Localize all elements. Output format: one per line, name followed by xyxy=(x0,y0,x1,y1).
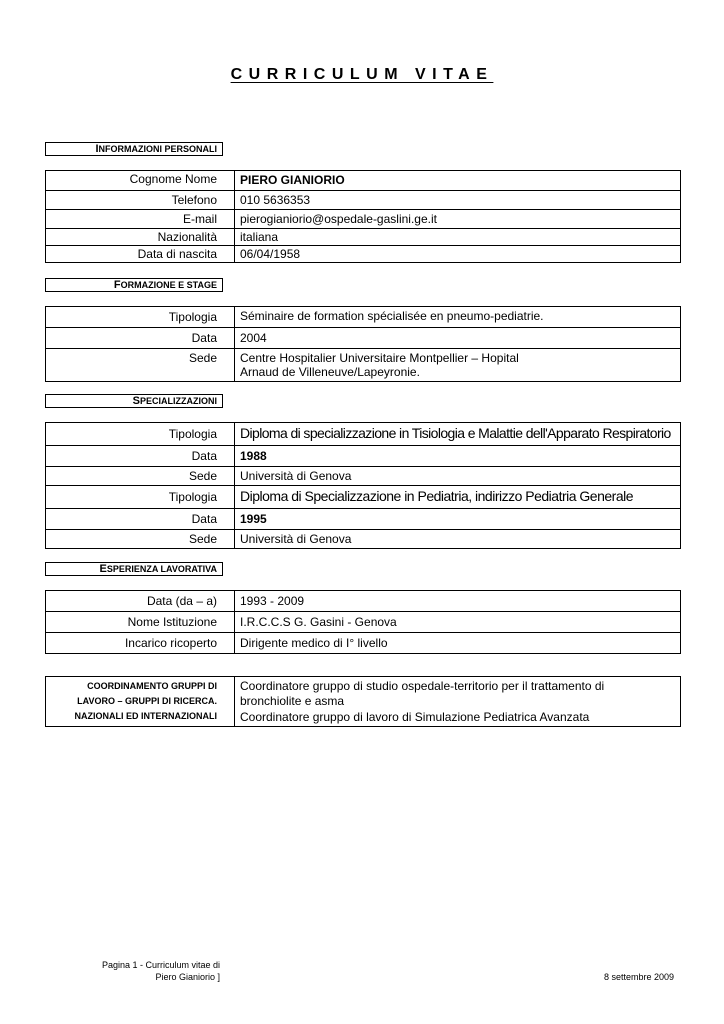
table-row xyxy=(46,530,681,549)
table-row xyxy=(46,591,681,612)
field-label: E-mail xyxy=(46,210,223,229)
field-value-name: PIERO GIANIORIO xyxy=(235,171,681,191)
field-value-type: Diploma di Specializzazione in Pediatria, indirizzo Pediatria Generale xyxy=(235,486,681,509)
field-value-nationality: italiana xyxy=(235,229,681,246)
footer-page-info xyxy=(60,959,220,983)
field-label: Nazionalità xyxy=(46,229,223,246)
table-row xyxy=(46,210,681,229)
field-label: Tipologia xyxy=(46,486,223,509)
table-row xyxy=(46,191,681,210)
field-label: Tipologia xyxy=(46,307,223,328)
field-label: Cognome Nome xyxy=(46,171,223,191)
table-row xyxy=(46,171,681,191)
field-value-location: Centre Hospitalier Universitaire Montpellier – Hopital Arnaud de Villeneuve/Lapeyronie. xyxy=(235,349,681,382)
field-value-birthdate: 06/04/1958 xyxy=(235,246,681,263)
field-value-location: Università di Genova xyxy=(235,467,681,486)
field-label: Nome Istituzione xyxy=(46,612,223,633)
field-value-date: 1988 xyxy=(235,446,681,467)
field-value-type: Séminaire de formation spécialisée en pneumo-pediatrie. xyxy=(235,307,681,328)
section-label-personal: INFORMAZIONI PERSONALI xyxy=(45,142,223,156)
table-row xyxy=(46,633,681,654)
field-label: Sede xyxy=(46,349,223,382)
footer-line: Piero Gianiorio ] xyxy=(155,972,220,982)
table-row xyxy=(46,486,681,509)
personal-info-table xyxy=(45,170,681,263)
table-row xyxy=(46,446,681,467)
section-label-specializations: SPECIALIZZAZIONI xyxy=(45,394,223,408)
field-label: Sede xyxy=(46,530,223,549)
field-value-institution: I.R.C.C.S G. Gasini - Genova xyxy=(235,612,681,633)
table-row xyxy=(46,349,681,382)
table-row xyxy=(46,328,681,349)
field-value-date: 2004 xyxy=(235,328,681,349)
field-label: Tipologia xyxy=(46,423,223,446)
table-row xyxy=(46,467,681,486)
table-row xyxy=(46,509,681,530)
field-value-period: 1993 - 2009 xyxy=(235,591,681,612)
field-value-location: Università di Genova xyxy=(235,530,681,549)
coordination-label: COORDINAMENTO GRUPPI DI LAVORO – GRUPPI DI RICERCA. NAZIONALI ED INTERNAZIONALI xyxy=(46,677,223,727)
coordination-table xyxy=(45,676,681,727)
table-row xyxy=(46,612,681,633)
footer-line: Pagina 1 - Curriculum vitae di xyxy=(101,960,220,970)
field-label: Sede xyxy=(46,467,223,486)
footer-date: 8 settembre 2009 xyxy=(603,972,674,982)
field-label: Telefono xyxy=(46,191,223,210)
section-label-training: FORMAZIONE E STAGE xyxy=(45,278,223,292)
field-value-type: Diploma di specializzazione in Tisiologia e Malattie dell'Apparato Respiratorio xyxy=(235,423,681,446)
field-label: Data xyxy=(46,446,223,467)
field-label: Data (da – a) xyxy=(46,591,223,612)
page-title: CURRICULUM VITAE xyxy=(230,66,494,83)
table-row xyxy=(46,307,681,328)
table-row xyxy=(46,246,681,263)
field-value-date: 1995 xyxy=(235,509,681,530)
coordination-item: Coordinatore gruppo di studio ospedale-territorio per il trattamento di bronchiolite e asma xyxy=(240,679,605,708)
field-label: Data xyxy=(46,509,223,530)
field-value-role: Dirigente medico di I° livello xyxy=(235,633,681,654)
field-label: Incarico ricoperto xyxy=(46,633,223,654)
training-table xyxy=(45,306,681,382)
table-row xyxy=(46,423,681,446)
experience-table xyxy=(45,590,681,654)
field-value-email: pierogianiorio@ospedale-gaslini.ge.it xyxy=(235,210,681,229)
table-row xyxy=(46,677,681,727)
coordination-values xyxy=(235,677,681,727)
field-value-phone: 010 5636353 xyxy=(235,191,681,210)
specializations-table xyxy=(45,422,681,549)
table-row xyxy=(46,229,681,246)
field-label: Data di nascita xyxy=(46,246,223,263)
coordination-item: Coordinatore gruppo di lavoro di Simulazione Pediatrica Avanzata xyxy=(240,710,590,724)
section-label-experience: ESPERIENZA LAVORATIVA xyxy=(45,562,223,576)
field-label: Data xyxy=(46,328,223,349)
